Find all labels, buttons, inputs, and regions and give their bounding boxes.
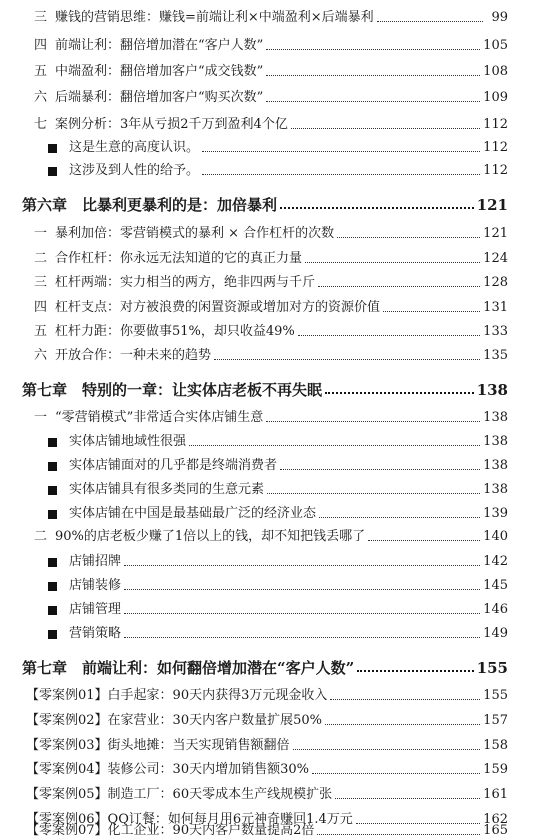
toc-entry-row [34,300,508,316]
square-bullet-icon [48,438,57,447]
page-number: 138 [483,434,508,449]
dot-leader [357,670,473,672]
dot-leader [124,613,480,614]
toc-entry-row [34,410,508,426]
page-number: 128 [483,275,508,290]
toc-entry-row [48,626,508,642]
toc-entry-row [34,275,508,291]
toc-entry-row [48,506,508,522]
toc-entry-row [34,324,508,340]
dot-leader [291,128,480,129]
square-bullet-icon [48,606,57,615]
page-number: 138 [483,482,508,497]
toc-entry-title: 前端让利：翻倍增加潜在“客户人数” [55,38,264,53]
chapter-title: 第七章 特别的一章：让实体店老板不再失眠 [22,381,323,399]
dot-leader [368,540,480,541]
dot-leader [267,493,480,494]
toc-entry-title: 暴利加倍：零营销模式的暴利 × 合作杠杆的次数 [55,226,335,241]
toc-entry-row [26,713,508,729]
toc-entry-row [26,823,508,839]
toc-entry-title: 【零案例02】在家营业：30天内客户数量扩展50% [26,713,322,728]
square-bullet-icon [48,510,57,519]
dot-leader [383,311,480,312]
toc-entry-row [48,163,508,179]
toc-entry-number: 二 [34,529,48,544]
toc-entry-title: 店铺招牌 [69,554,122,569]
toc-entry-title: 店铺装修 [69,578,122,593]
page-number: 112 [483,117,508,132]
toc-entry-title: 开放合作：一种未来的趋势 [55,348,212,363]
dot-leader [325,724,480,725]
page-number: 145 [483,578,508,593]
toc-entry-title: 杠杆力距：你要做事51%，却只收益49% [55,324,295,339]
toc-entry-title: 赚钱的营销思维：赚钱=前端让利×中端盈利×后端暴利 [55,10,374,25]
toc-entry-row [48,434,508,450]
dot-leader [319,517,480,518]
square-bullet-icon [48,486,57,495]
toc-entry-title: 实体店铺在中国是最基础最广泛的经济业态 [69,506,317,521]
toc-entry-number: 一 [34,226,48,241]
square-bullet-icon [48,462,57,471]
toc-entry-title: 店铺管理 [69,602,122,617]
dot-leader [266,421,480,422]
page-number: 158 [483,738,508,753]
toc-entry-number: 五 [34,64,48,79]
toc-entry-title: 【零案例01】白手起家：90天内获得3万元现金收入 [26,688,328,703]
toc-entry-title: 杠杆支点：对方被浪费的闲置资源或增加对方的资源价值 [55,300,381,315]
dot-leader [298,335,480,336]
dot-leader [124,637,480,638]
page-number: 149 [483,626,508,641]
page-number: 109 [483,90,508,105]
toc-entry-row [48,554,508,570]
page-number: 108 [483,64,508,79]
square-bullet-icon [48,558,57,567]
page-number: 99 [491,10,508,25]
page-number: 121 [476,196,508,214]
toc-entry-row [48,602,508,618]
dot-leader [214,359,480,360]
dot-leader [202,151,480,152]
toc-entry-row [34,348,508,364]
toc-entry-number: 六 [34,348,48,363]
toc-entry-row [34,117,508,133]
toc-entry-title: 【零案例06】QQ订餐：如何每月用6元神奇赚回1.4万元 [26,812,353,827]
toc-entry-title: “零营销模式”非常适合实体店铺生意 [55,410,264,425]
square-bullet-icon [48,630,57,639]
toc-entry-number: 四 [34,300,48,315]
page-number: 138 [476,381,508,399]
toc-entry-title: 实体店铺地域性很强 [69,434,187,449]
toc-entry-row [34,251,508,267]
page-number: 161 [483,787,508,802]
page-number: 162 [483,812,508,827]
toc-entry-row [26,688,508,704]
toc-chapter-row [22,196,508,214]
dot-leader [318,286,480,287]
toc-entry-row [34,529,508,545]
dot-leader [124,565,480,566]
toc-entry-row [34,226,508,242]
page-number: 133 [483,324,508,339]
dot-leader [317,834,480,835]
toc-entry-title: 后端暴利：翻倍增加客户“购买次数” [55,90,264,105]
page-number: 165 [483,823,508,838]
toc-chapter-row [22,381,508,399]
toc-entry-number: 二 [34,251,48,266]
dot-leader [312,773,480,774]
page-number: 112 [483,163,508,178]
page-number: 157 [483,713,508,728]
toc-entry-title: 营销策略 [69,626,122,641]
dot-leader [266,49,480,50]
page-number: 121 [483,226,508,241]
toc-entry-title: 合作杠杆：你永远无法知道的它的真正力量 [55,251,303,266]
toc-entry-row [26,762,508,778]
page-number: 138 [483,458,508,473]
page-number: 140 [483,529,508,544]
toc-chapter-row [22,659,508,677]
dot-leader [280,469,480,470]
dot-leader [330,699,480,700]
toc-entry-title: 90%的店老板少赚了1倍以上的钱，却不知把钱丢哪了 [55,529,366,544]
dot-leader [266,75,480,76]
square-bullet-icon [48,144,57,153]
toc-entry-row [26,738,508,754]
dot-leader [266,101,480,102]
toc-entry-title: 【零案例04】装修公司：30天内增加销售额30% [26,762,309,777]
toc-entry-row [34,90,508,106]
dot-leader [189,445,480,446]
chapter-title: 第七章 前端让利：如何翻倍增加潜在“客户人数” [22,659,355,677]
page-number: 131 [483,300,508,315]
page-number: 155 [476,659,508,677]
square-bullet-icon [48,582,57,591]
toc-entry-title: 【零案例07】化工企业：90天内客户数量提高2倍 [26,823,315,838]
toc-entry-title: 实体店铺具有很多类同的生意元素 [69,482,265,497]
page-number: 146 [483,602,508,617]
page-number: 139 [483,506,508,521]
toc-entry-number: 六 [34,90,48,105]
page-number: 159 [483,762,508,777]
page-number: 155 [483,688,508,703]
dot-leader [377,21,483,22]
page-number: 135 [483,348,508,363]
toc-entry-title: 实体店铺面对的几乎都是终端消费者 [69,458,278,473]
dot-leader [325,392,474,394]
toc-entry-title: 案例分析：3年从亏损2千万到盈利4个亿 [55,117,288,132]
square-bullet-icon [48,167,57,176]
toc-entry-row [26,787,508,803]
dot-leader [305,262,480,263]
page-number: 138 [483,410,508,425]
toc-entry-number: 七 [34,117,48,132]
toc-entry-title: 【零案例03】街头地摊：当天实现销售额翻倍 [26,738,290,753]
toc-entry-number: 五 [34,324,48,339]
toc-entry-title: 中端盈利：翻倍增加客户“成交钱数” [55,64,264,79]
toc-entry-number: 三 [34,10,48,25]
toc-entry-row [48,578,508,594]
toc-entry-number: 三 [34,275,48,290]
dot-leader [202,174,480,175]
page-number: 112 [483,140,508,155]
toc-entry-row [48,482,508,498]
toc-entry-row [34,38,508,54]
page-number: 105 [483,38,508,53]
dot-leader [335,798,480,799]
chapter-title: 第六章 比暴利更暴利的是：加倍暴利 [22,196,278,214]
toc-entry-title: 这是生意的高度认识。 [69,140,200,155]
toc-entry-row [34,10,508,26]
page-number: 142 [483,554,508,569]
toc-entry-row [48,458,508,474]
page-number: 124 [483,251,508,266]
toc-entry-title: 这涉及到人性的给予。 [69,163,200,178]
dot-leader [337,237,480,238]
toc-entry-number: 一 [34,410,48,425]
dot-leader [280,207,474,209]
dot-leader [293,749,481,750]
toc-entry-title: 杠杆两端：实力相当的两方，绝非四两与千斤 [55,275,316,290]
dot-leader [124,589,480,590]
toc-entry-title: 【零案例05】制造工厂：60天零成本生产线规模扩张 [26,787,333,802]
toc-entry-number: 四 [34,38,48,53]
toc-entry-row [48,140,508,156]
toc-entry-row [34,64,508,80]
